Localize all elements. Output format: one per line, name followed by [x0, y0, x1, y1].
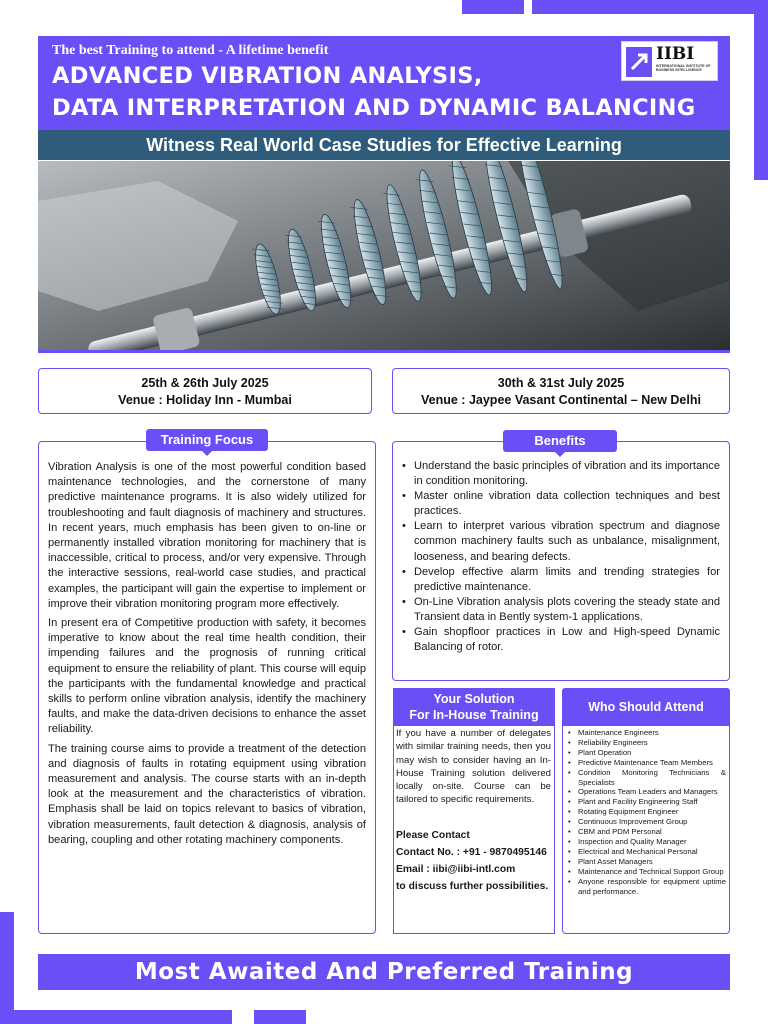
contact-email: Email : iibi@iibi-intl.com: [396, 864, 516, 875]
venue-location: Venue : Holiday Inn - Mumbai: [118, 393, 292, 407]
solution-text: If you have a number of delegates with similar training needs, then you may wish to consider having an In-House Training solution delivered locally on-site. Course can be tailored to specific requirements.: [396, 728, 551, 806]
benefit-item: • Master online vibration data collection techniques and best practices.: [400, 489, 720, 519]
logo-name: IIBI: [656, 44, 695, 64]
training-focus-title: Training Focus: [146, 429, 268, 451]
attendee-item: • Reliability Engineers: [566, 738, 726, 748]
logo-subtitle: INTERNATIONAL INSTITUTE OF BUSINESS INTELLIGENCE: [656, 64, 711, 73]
solution-title-line-1: Your Solution: [433, 692, 515, 706]
attendee-item: • Maintenance and Technical Support Group: [566, 867, 726, 877]
venue-dates: 25th & 26th July 2025: [141, 376, 269, 390]
training-focus-text: [48, 460, 366, 852]
title-line-2: DATA INTERPRETATION AND DYNAMIC BALANCING: [52, 95, 696, 121]
tagline: The best Training to attend - A lifetime benefit: [52, 43, 329, 58]
attendee-item: • Plant Asset Managers: [566, 857, 726, 867]
venue-card-mumbai: [38, 368, 372, 414]
attendee-item: • Plant and Facility Engineering Staff: [566, 797, 726, 807]
attendee-item: • Operations Team Leaders and Managers: [566, 787, 726, 797]
attendee-item: • Predictive Maintenance Team Members: [566, 758, 726, 768]
benefit-item: • Gain shopfloor practices in Low and High-speed Dynamic Balancing of rotor.: [400, 625, 720, 655]
corner-decoration-top: [462, 0, 524, 14]
contact-phone: Contact No. : +91 - 9870495146: [396, 847, 547, 858]
who-should-attend-header: Who Should Attend: [562, 688, 730, 726]
benefit-item: • Understand the basic principles of vibration and its importance in condition monitoring.: [400, 459, 720, 489]
attendee-item: • Condition Monitoring Technicians & Specialists: [566, 768, 726, 788]
corner-decoration-right: [754, 0, 768, 180]
focus-paragraph: The training course aims to provide a treatment of the detection and diagnosis of faults in rotating equipment using vibration measurement and analysis. The course starts with an in-depth look at the measurement and the characteristics of vibration. Emphasis shall be laid on topics relevant to basics of vibration, vibration measurements, fault detection & diagnosis, analysis of bearing, coupling and other rotating machinery components.: [48, 742, 366, 846]
attendee-item: • Inspection and Quality Manager: [566, 837, 726, 847]
attendee-item: • Continuous Improvement Group: [566, 817, 726, 827]
footer-banner: Most Awaited And Preferred Training: [38, 954, 730, 990]
focus-paragraph: Vibration Analysis is one of the most powerful condition based maintenance technologies, and the cornerstone of many predictive maintenance programs. It is also widely utilized for troubleshooting and fault diagnosis of machinery and structures. In recent years, much emphasis has been given to on-line or permanently installed vibration monitoring for machinery that is inaccessible, critical to process, and/or very expensive. Through the interactive sessions, real-world case studies, and practical examples, the participant will gain the expertise to implement or improve their vibration monitoring program more effectively.: [48, 461, 366, 610]
attendee-item: • CBM and PDM Personal: [566, 827, 726, 837]
attendee-item: • Anyone responsible for equipment uptime and performance.: [566, 877, 726, 897]
focus-paragraph: In present era of Competitive production with safety, it becomes imperative to know about the real time health condition, their impending failures and the prognosis of running critical equipment to ensure the reliability of plant. This course will equip the participants with the fundamental knowledge and practical skills to perform online vibration analysis, identify the machinery faults, and make the data-driven decisions to enhance the asset reliability.: [48, 617, 366, 736]
who-should-attend-list: [566, 728, 726, 896]
attendee-item: • Maintenance Engineers: [566, 728, 726, 738]
benefit-item: • Learn to interpret various vibration spectrum and diagnose common machinery faults such as unbalance, misalignment, looseness, and bearing defects.: [400, 519, 720, 564]
venue-location: Venue : Jaypee Vasant Continental – New Delhi: [421, 393, 701, 407]
solution-title-line-2: For In-House Training: [409, 708, 539, 722]
corner-decoration-top-right: [532, 0, 768, 14]
venue-dates: 30th & 31st July 2025: [497, 376, 625, 390]
benefit-item: • Develop effective alarm limits and trending strategies for predictive maintenance.: [400, 565, 720, 595]
attendee-item: • Rotating Equipment Engineer: [566, 807, 726, 817]
subtitle-band: Witness Real World Case Studies for Effective Learning: [38, 130, 730, 160]
venue-card-delhi: [392, 368, 730, 414]
benefits-list: [400, 459, 720, 655]
benefits-title: Benefits: [503, 430, 617, 452]
attendee-item: • Plant Operation: [566, 748, 726, 758]
title-line-1: ADVANCED VIBRATION ANALYSIS,: [52, 63, 483, 89]
attendee-item: • Electrical and Mechanical Personal: [566, 847, 726, 857]
turbine-rotor-image: [38, 161, 730, 353]
contact-heading: Please Contact: [396, 830, 470, 841]
corner-decoration-bottom: [0, 1010, 232, 1024]
corner-decoration-left: [0, 912, 14, 1024]
solution-header: [393, 688, 555, 726]
header-banner: [38, 36, 730, 130]
logo: [621, 41, 718, 81]
corner-decoration-bottom-2: [254, 1010, 306, 1024]
contact-note: to discuss further possibilities.: [396, 881, 549, 892]
logo-mark-icon: [626, 47, 652, 77]
benefit-item: • On-Line Vibration analysis plots covering the steady state and Transient data in Bently system-1 applications.: [400, 595, 720, 625]
